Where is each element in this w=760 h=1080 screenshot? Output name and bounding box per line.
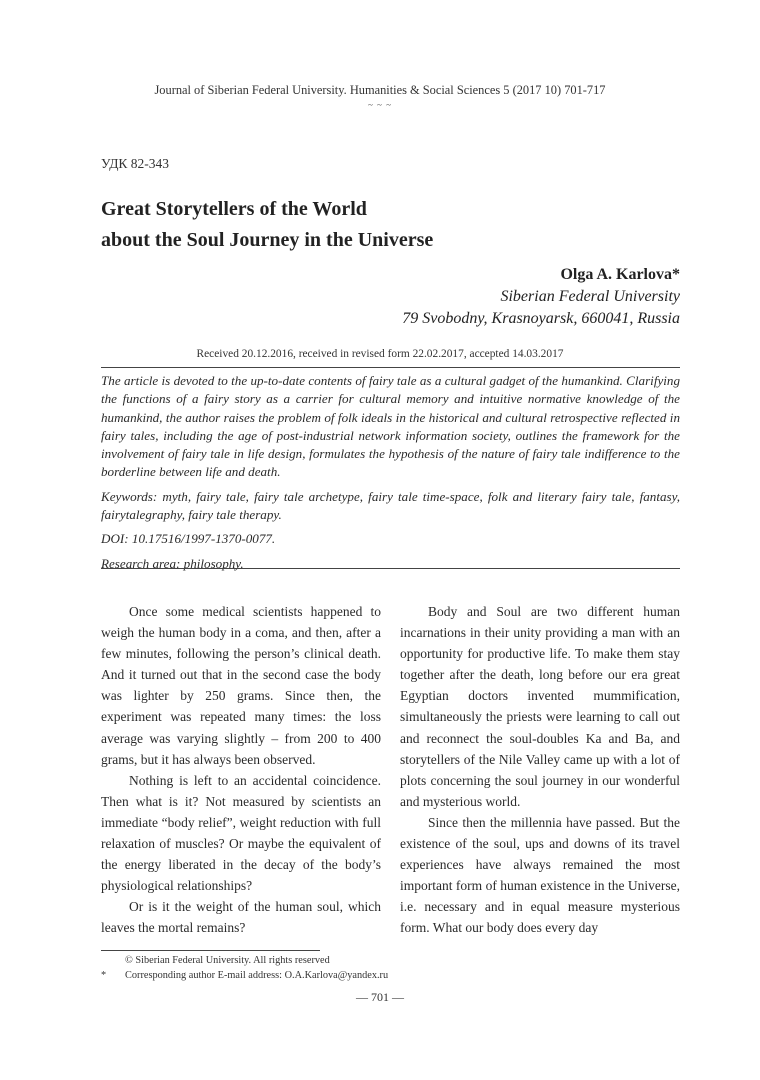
article-title — [101, 194, 433, 256]
abstract — [101, 372, 680, 573]
title-line-1: Great Storytellers of the World — [101, 198, 367, 220]
paragraph: Since then the millennia have passed. But the existence of the soul, ups and downs of its travel experiences have always remained the most important form of human existence in the Universe, i.e. necessary and in equal measure mysterious form. What our body does every day — [400, 814, 680, 936]
abstract-text: The article is devoted to the up-to-date contents of fairy tale as a cultural gadget of the humankind. Clarifying the functions of a fairy story as a carrier for cultural memory and intuitive normative knowledge of the humankind, the author raises the problem of folk ideals in the historical and cultural retrospective reflected in fairy tales, including the age of post-industrial network information society, outlines the framework for the involvement of fairy tale in life design, formulates the hypothesis of the nature of fairy tale indifference to the borderline between life and death. — [101, 373, 680, 480]
corresponding-email: Corresponding author E-mail address: O.A.Karlova@yandex.ru — [125, 970, 389, 981]
footnotes — [101, 953, 388, 983]
received-dates: Received 20.12.2016, received in revised form 22.02.2017, accepted 14.03.2017 — [196, 348, 564, 360]
doi[interactable]: DOI: 10.17516/1997-1370-0077. — [101, 531, 276, 547]
keywords: Keywords: myth, fairy tale, fairy tale archetype, fairy tale time-space, folk and literary fairy tale, fantasy, fairytalegraphy, fairy tale therapy. — [101, 488, 680, 523]
research-area: Research area: philosophy. — [101, 555, 244, 571]
paragraph: Nothing is left to an accidental coincidence. Then what is it? Not measured by scientists an immediate “body relief”, weight reduction with full relaxation of muscles? Or maybe the equivalent of the energy liberated in the decay of the body’s physiological relationships? — [101, 772, 381, 894]
paragraph: Once some medical scientists happened to weigh the human body in a coma, and then, after a few minutes, following the person’s clinical death. And it turned out that in the second case the body was lighter by 250 grams. Since then, the experiment was repeated many times: the loss average was varying slightly – from 200 to 400 grams, but it has always been observed. — [101, 604, 381, 767]
body-column-right — [400, 601, 680, 939]
author-block — [402, 264, 680, 330]
author-address: 79 Svobodny, Krasnoyarsk, 660041, Russia — [402, 310, 680, 327]
body-column-left — [101, 601, 381, 939]
paragraph: Body and Soul are two different human incarnations in their unity providing a man with an opportunity for productive life. To make them stay together after the death, long before our era great Egyptian doctors invented mummification, simultaneously the priests were learning to call out and reconnect the soul-doubles Ka and Ba, and storytellers of the Nile Valley came up with a lot of plots concerning the soul journey in our wonderful and mysterious world. — [400, 604, 680, 809]
author-affiliation: Siberian Federal University — [500, 288, 680, 305]
journal-header: Journal of Siberian Federal University. Humanities & Social Sciences 5 (2017 10) 701-717 — [154, 83, 606, 97]
title-line-2: about the Soul Journey in the Universe — [101, 229, 434, 251]
author-name: Olga A. Karlova* — [560, 266, 680, 283]
footnote-mark: * — [101, 970, 107, 981]
divider-bottom — [101, 568, 680, 569]
footnote-copyright: © Siberian Federal University. All rights reserved — [125, 955, 330, 966]
footnote-corresponding — [101, 968, 388, 983]
divider-top — [101, 367, 680, 368]
header-ornament: ~ ~ ~ — [367, 100, 393, 110]
page-number: — 701 — — [356, 990, 404, 1004]
footnote-divider — [101, 950, 320, 951]
paragraph: Or is it the weight of the human soul, which leaves the mortal remains? — [101, 899, 381, 936]
udk-code: УДК 82-343 — [101, 156, 170, 171]
